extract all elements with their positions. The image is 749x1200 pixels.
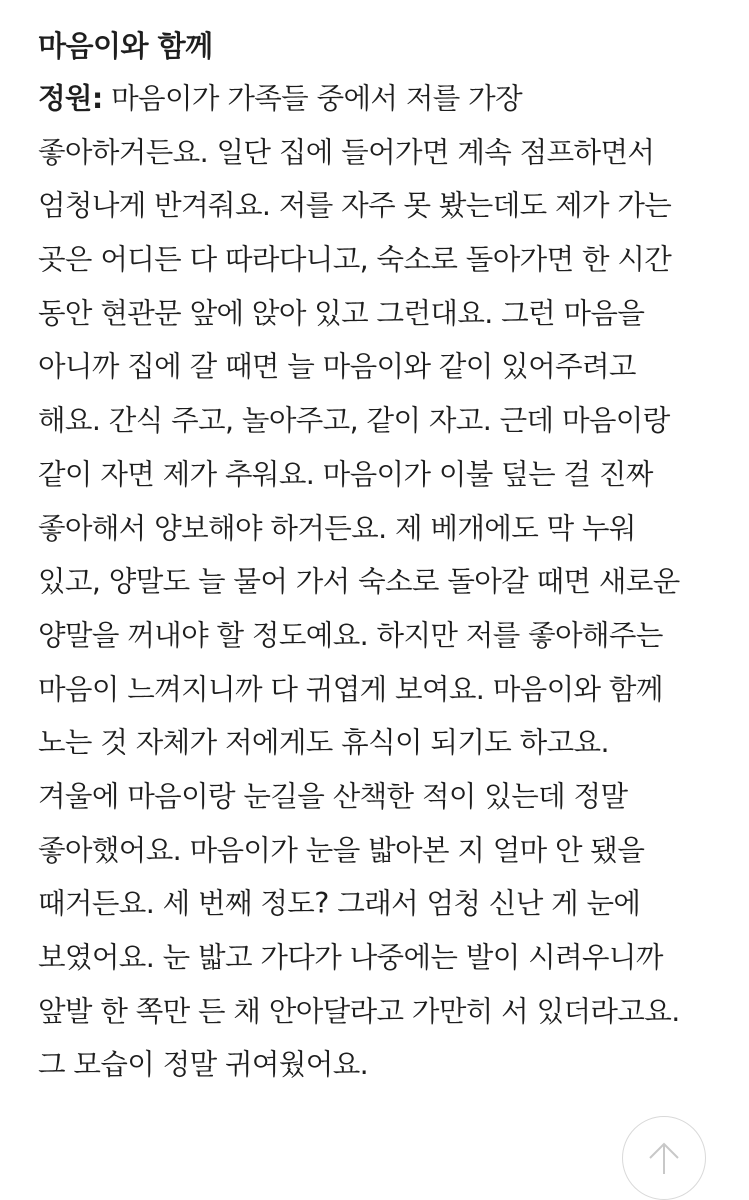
paragraph-line: 동안 현관문 앞에 앉아 있고 그런대요. 그런 마음을 [38, 296, 645, 330]
paragraph-line: 겨울에 마음이랑 눈길을 산책한 적이 있는데 정말 [38, 779, 628, 813]
article-heading: 마음이와 함께 [38, 29, 213, 63]
paragraph-line: 아니까 집에 갈 때면 늘 마음이와 같이 있어주려고 [38, 350, 636, 384]
article-body [38, 72, 738, 1092]
paragraph-line: 노는 것 자체가 저에게도 휴식이 되기도 하고요. [38, 726, 609, 760]
paragraph-line [38, 72, 738, 126]
speaker-label: 정원: [38, 82, 103, 115]
paragraph-line: 좋아하거든요. 일단 집에 들어가면 계속 점프하면서 [38, 135, 655, 169]
arrow-up-icon [644, 1138, 684, 1178]
paragraph-line: 좋아했어요. 마음이가 눈을 밟아본 지 얼마 안 됐을 [38, 833, 645, 867]
paragraph-line: 마음이 느껴지니까 다 귀엽게 보여요. 마음이와 함께 [38, 672, 663, 706]
paragraph-line: 같이 자면 제가 추워요. 마음이가 이불 덮는 걸 진짜 [38, 457, 653, 491]
paragraph-line: 있고, 양말도 늘 물어 가서 숙소로 돌아갈 때면 새로운 [38, 565, 680, 599]
article [38, 24, 738, 1092]
scroll-to-top-button[interactable] [622, 1116, 706, 1200]
paragraph-text: 마음이가 가족들 중에서 저를 가장 [102, 82, 523, 115]
paragraph-line: 해요. 간식 주고, 놀아주고, 같이 자고. 근데 마음이랑 [38, 404, 670, 438]
paragraph-line: 때거든요. 세 번째 정도? 그래서 엄청 신난 게 눈에 [38, 887, 641, 921]
paragraph-line: 양말을 꺼내야 할 정도예요. 하지만 저를 좋아해주는 [38, 618, 663, 652]
paragraph-line: 그 모습이 정말 귀여웠어요. [38, 1048, 369, 1082]
paragraph-line: 곳은 어디든 다 따라다니고, 숙소로 돌아가면 한 시간 [38, 243, 672, 277]
paragraph-line: 엄청나게 반겨줘요. 저를 자주 못 봤는데도 제가 가는 [38, 189, 672, 223]
paragraph-line: 보였어요. 눈 밟고 가다가 나중에는 발이 시려우니까 [38, 941, 663, 974]
paragraph-line: 좋아해서 양보해야 하거든요. 제 베개에도 막 누워 [38, 511, 636, 545]
paragraph-line: 앞발 한 쪽만 든 채 안아달라고 가만히 서 있더라고요. [38, 994, 680, 1028]
